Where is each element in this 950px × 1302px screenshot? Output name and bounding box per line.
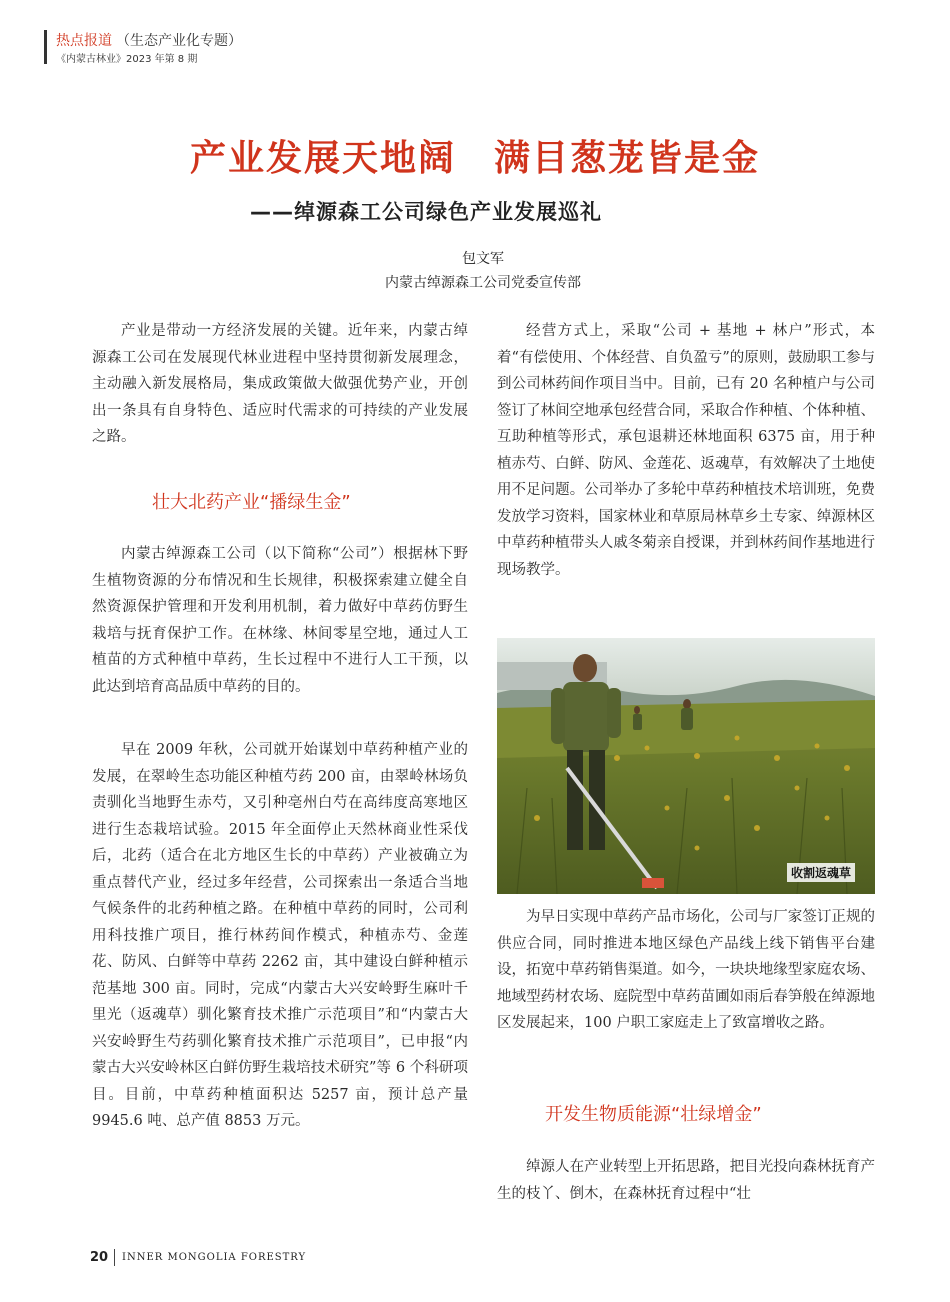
page-number: 20 [90, 1250, 109, 1265]
topic-label: （生态产业化专题） [116, 33, 242, 49]
header-rule [44, 30, 47, 64]
section-heading-medicine: 壮大北药产业“播绿生金” [152, 492, 351, 513]
article-title: 产业发展天地阔 满目葱茏皆是金 [189, 137, 760, 179]
market-paragraph: 为早日实现中草药产品市场化，公司与厂家签订正规的供应合同，同时推进本地区绿色产品线上线下销售平台建设，拓宽中草药销售渠道。如今，一块块地缘型家庭农场、地域型药材农场、庭院型中草药苗圃如雨后春笋般在绰源地区发展起来，100 户职工家庭走上了致富增收之路。 [497, 909, 875, 1031]
medicine-paragraph-2: 早在 2009 年秋，公司就开始谋划中草药种植产业的发展，在翠岭生态功能区种植芍药 200 亩，由翠岭林场负责驯化当地野生赤芍，又引种亳州白芍在高纬度高寒地区进行生态栽培试验。2015 年全面停止天然林商业性采伐后，北药（适合在北方地区生长的中草药）产业被确立为重点替代产业，经过多年经营，公司探索出一条适合当地气候条件的北药种植之路。在种植中草药的同时，公司利用科技推广项目，推行林药间作模式，种植赤芍、金莲花、防风、白鲜等中草药 2262 亩，其中建设白鲜种植示范基地 300 亩。同时，完成“内蒙古大兴安岭野生麻叶千里光（返魂草）驯化繁育技术推广示范项目”和“内蒙古大兴安岭野生芍药驯化繁育技术推广示范项目”，已申报“内蒙古大兴安岭林区白鲜仿野生栽培技术研究”等 6 个科研项目。目前，中草药种植面积达 5257 亩，预计总产量 9945.6 吨、总产值 8853 万元。 [92, 742, 468, 1129]
section-label: 热点报道 [56, 33, 112, 49]
biomass-paragraph: 绰源人在产业转型上开拓思路，把目光投向森林抚育产生的枝丫、倒木，在森林抚育过程中“壮 [497, 1159, 875, 1202]
footer-rule [114, 1249, 115, 1266]
article-subtitle: ——绰源森工公司绿色产业发展巡礼 [250, 200, 602, 224]
medicine-paragraph-1: 内蒙古绰源森工公司（以下简称“公司”）根据林下野生植物资源的分布情况和生长规律，积极探索建立健全自然资源保护管理和开发利用机制，着力做好中草药仿野生栽培与抚育保护工作。在林缘、林间零星空地，通过人工植苗的方式种植中草药，生长过程中不进行人工干预，以此达到培育高品质中草药的目的。 [92, 546, 468, 695]
affiliation: 内蒙古绰源森工公司党委宣传部 [385, 275, 581, 291]
issue-label: 《内蒙古林业》2023 年第 8 期 [56, 54, 198, 65]
business-paragraph: 经营方式上，采取“公司 + 基地 + 林户”形式，本着“有偿使用、个体经营、自负盈亏”的原则，鼓励职工参与到公司林药间作项目当中。目前，已有 20 名种植户与公司签订了林间空地承包经营合同，采取合作种植、个体种植、互助种植等形式，承包退耕还林地面积 6375 亩，用于种植赤芍、白鲜、防风、金莲花、返魂草，有效解决了土地使用不足问题。公司举办了多轮中草药种植技术培训班，免费发放学习资料，国家林业和草原局林草乡土专家、绰源林区中草药种植带头人戚冬菊亲自授课，并到林药间作基地进行现场教学。 [497, 323, 875, 578]
field-illustration [497, 638, 875, 894]
harvest-photo [497, 638, 875, 894]
section-heading-biomass: 开发生物质能源“壮绿增金” [545, 1104, 762, 1125]
author: 包文军 [462, 251, 504, 267]
photo-caption: 收割返魂草 [787, 863, 855, 882]
header-section [56, 30, 242, 50]
journal-name: INNER MONGOLIA FORESTRY [122, 1252, 307, 1263]
intro-paragraph: 产业是带动一方经济发展的关键。近年来，内蒙古绰源森工公司在发展现代林业进程中坚持贯彻新发展理念，主动融入新发展格局，集成政策做大做强优势产业，开创出一条具有自身特色、适应时代需求的可持续的产业发展之路。 [92, 323, 468, 445]
